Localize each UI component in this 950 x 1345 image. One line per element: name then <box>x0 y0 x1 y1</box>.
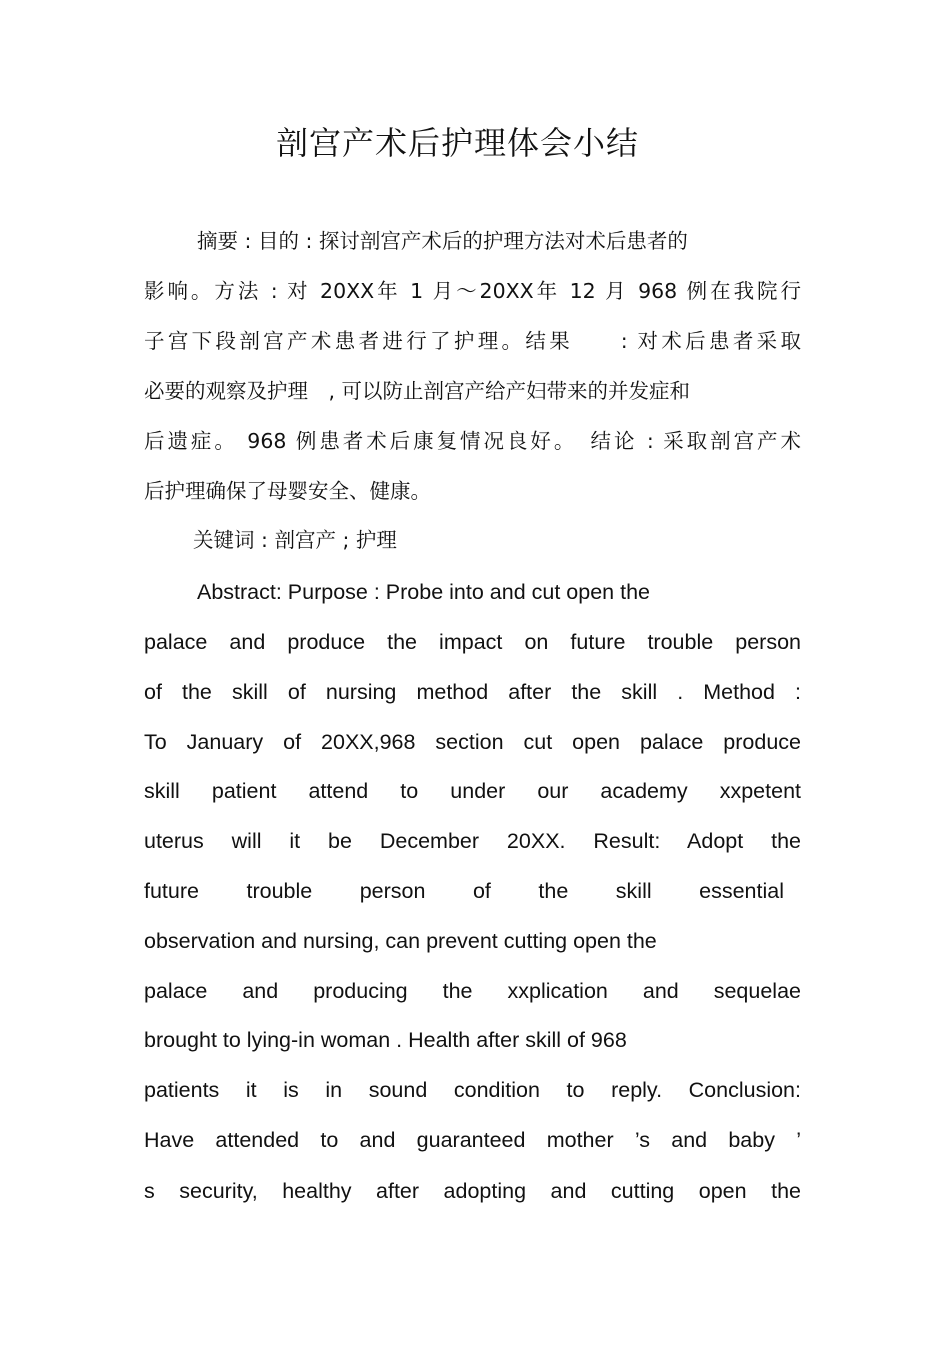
abstract-en-line-8: observation and nursing, can prevent cutting open the <box>144 929 657 953</box>
abstract-en-line-13: s security, healthy after adopting and cutting open the <box>144 1179 801 1203</box>
abstract-en-line-3: of the skill of nursing method after the skill . Method : <box>144 680 801 704</box>
abstract-en-line-5: skill patient attend to under our academy xxpetent <box>144 779 801 803</box>
document-title: 剖宫产术后护理体会小结 <box>275 124 639 162</box>
abstract-en-line-11: patients it is in sound condition to reply. Conclusion: <box>144 1078 801 1102</box>
keywords-cn: 关键词 : 剖宫产 ; 护理 <box>193 528 397 552</box>
abstract-cn-line-1: 摘要 : 目的 : 探讨剖宫产术后的护理方法对术后患者的 <box>197 229 688 253</box>
abstract-en-line-12: Have attended to and guaranteed mother ’s and baby ’ <box>144 1128 801 1152</box>
abstract-cn-line-4: 必要的观察及护理 , 可以防止剖宫产给产妇带来的并发症和 <box>144 379 691 403</box>
abstract-en-line-9: palace and producing the xxplication and sequelae <box>144 979 801 1003</box>
abstract-en-line-1: Abstract: Purpose : Probe into and cut open the <box>197 580 650 604</box>
abstract-en-line-4: To January of 20XX,968 section cut open palace produce <box>144 730 801 754</box>
abstract-cn-line-6: 后护理确保了母婴安全、健康。 <box>144 479 431 503</box>
abstract-cn-line-5: 后遗症。 968 例患者术后康复情况良好。 结论 : 采取剖宫产术 <box>144 429 801 453</box>
abstract-en-line-7: future trouble person of the skill essential <box>144 879 784 903</box>
abstract-cn-line-2: 影响。方法 : 对 20XX年 1 月～20XX年 12 月 968 例在我院行 <box>144 279 801 303</box>
abstract-cn-line-3: 子宫下段剖宫产术患者进行了护理。结果 : 对术后患者采取 <box>144 329 801 353</box>
abstract-en-line-2: palace and produce the impact on future trouble person <box>144 630 801 654</box>
abstract-en-line-6: uterus will it be December 20XX. Result: Adopt the <box>144 829 801 853</box>
abstract-en-line-10: brought to lying-in woman . Health after skill of 968 <box>144 1028 627 1052</box>
